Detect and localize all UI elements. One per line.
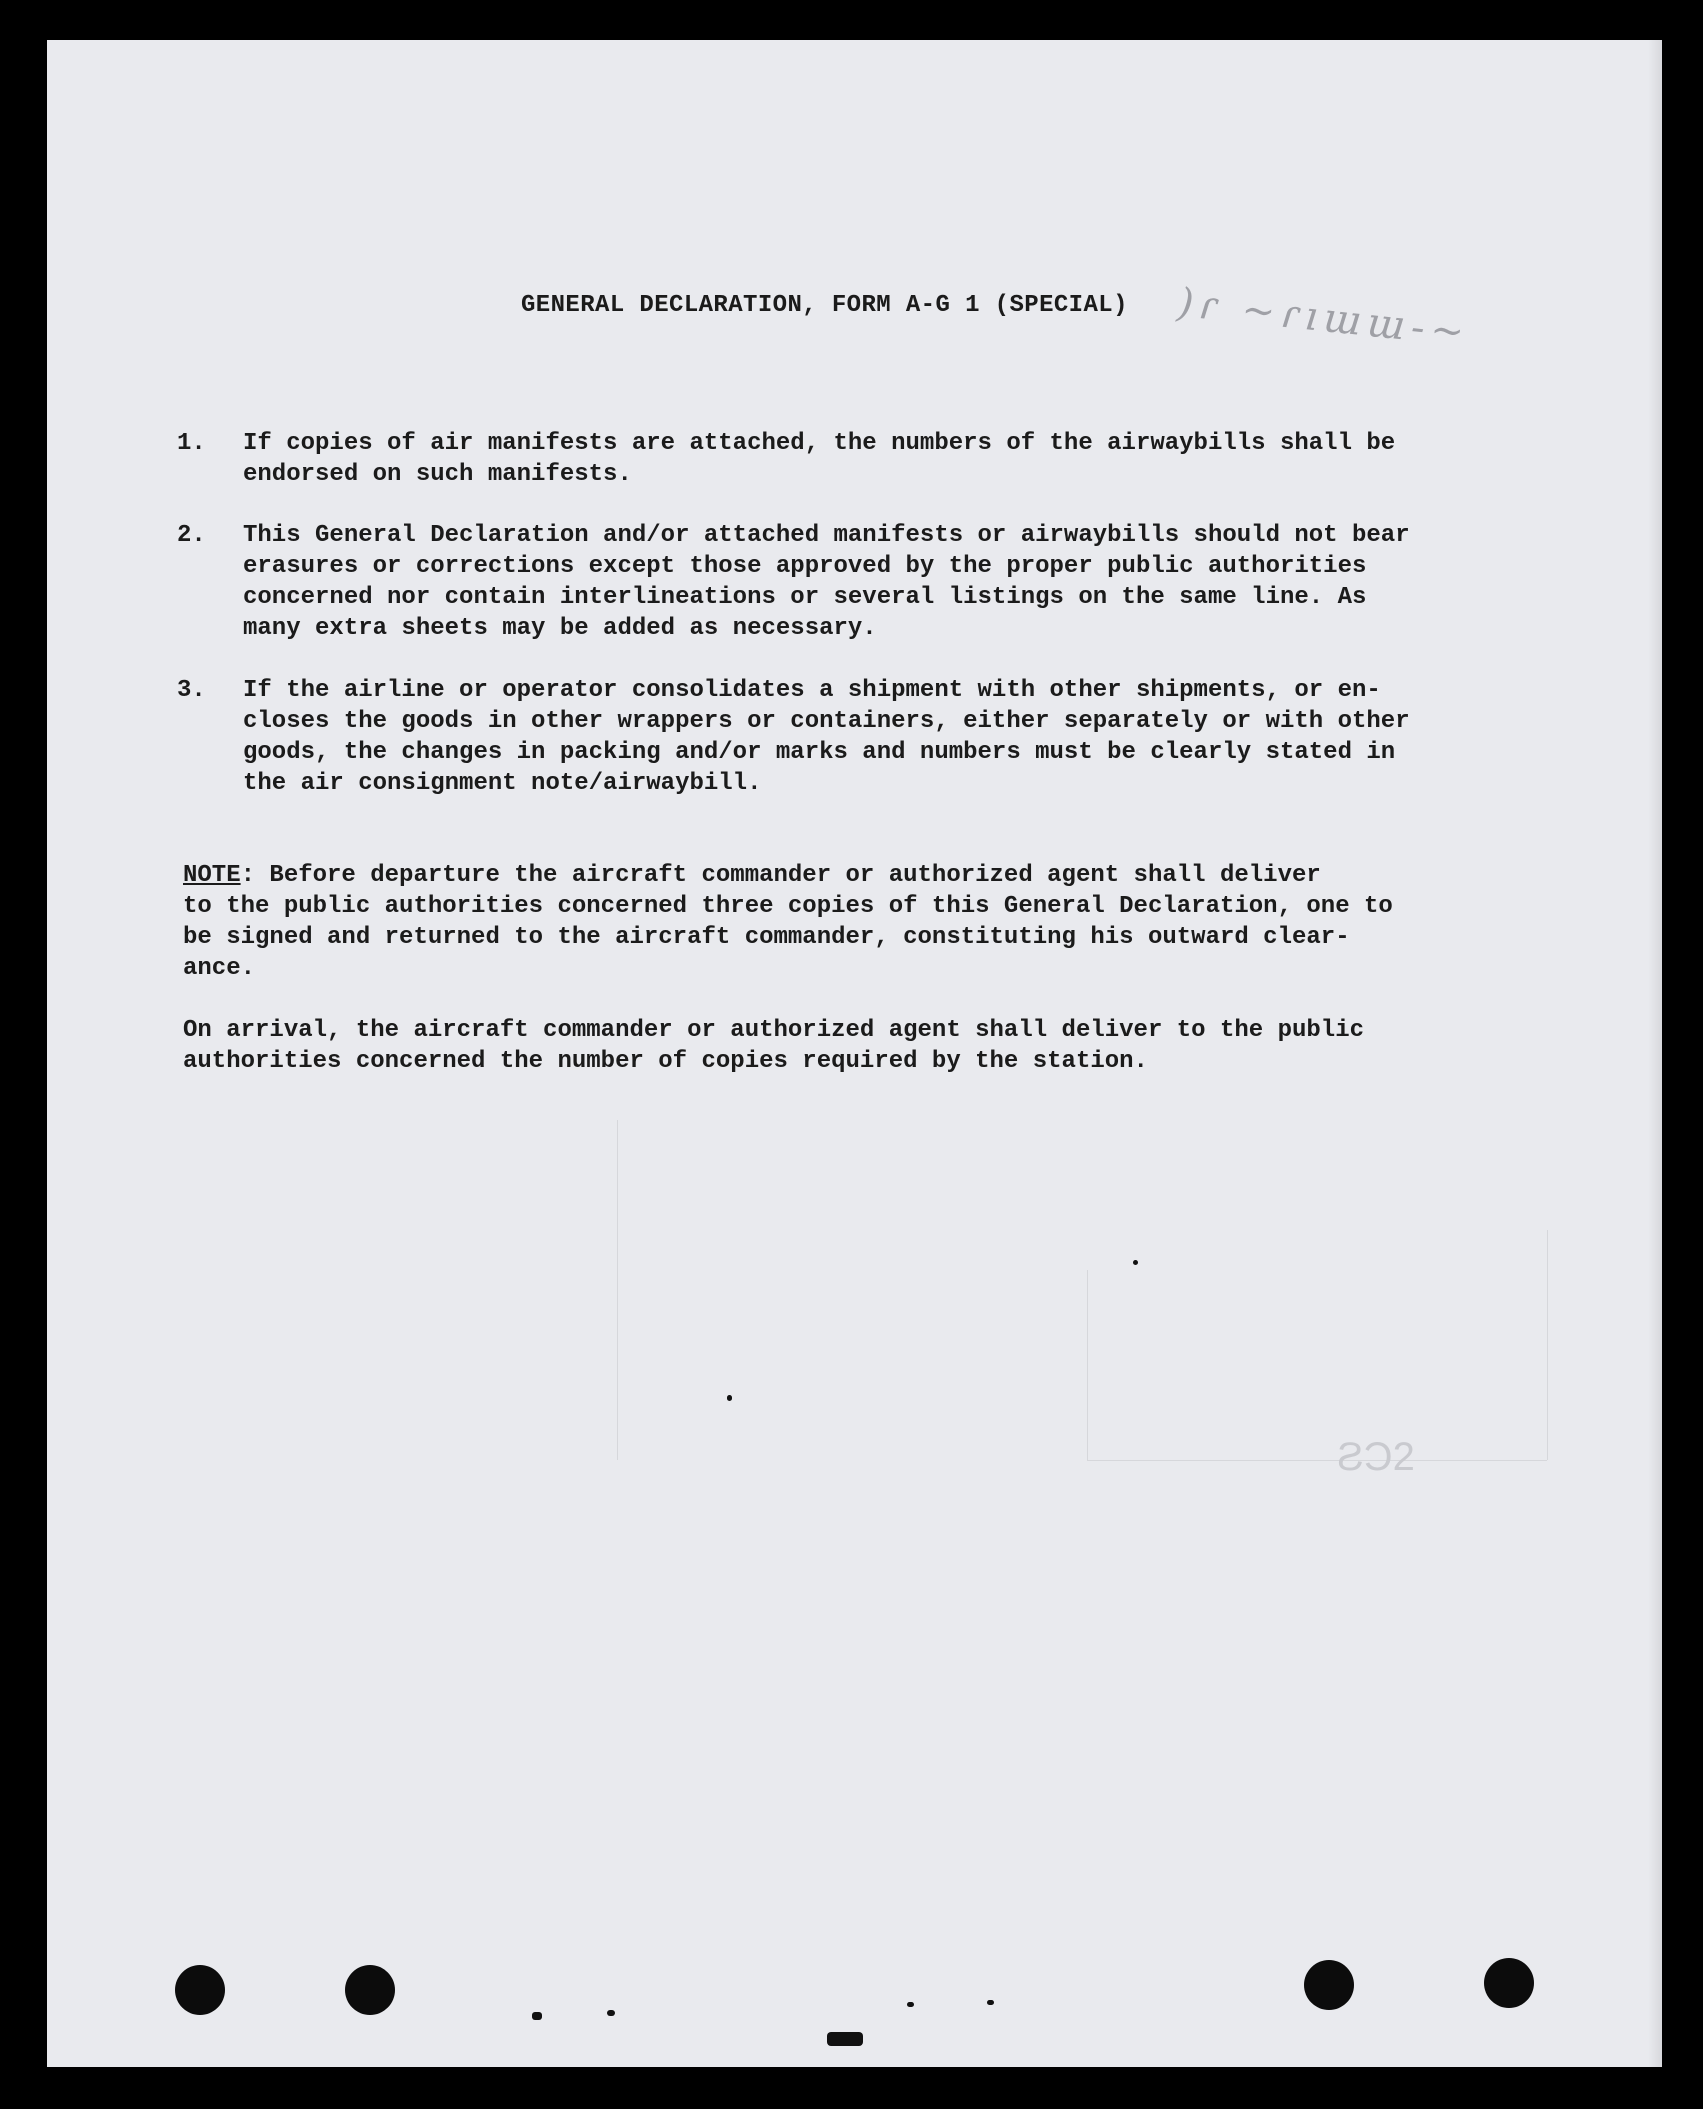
ink-speck <box>727 1395 732 1401</box>
note-paragraph <box>183 860 1583 984</box>
punch-hole <box>175 1965 225 2015</box>
item-text: If the airline or operator consolidates a shipment with other shipments, or en- closes the goods in other wrappers or containers, either separately or with other goods, the changes in packing and/or marks and numbers must be clearly stated in the air consignment note/airwaybill. <box>243 677 1410 797</box>
punch-hole <box>1484 1958 1534 2008</box>
bleed-through-line <box>1547 1230 1548 1460</box>
list-item <box>177 520 1577 644</box>
punch-hole <box>1304 1960 1354 2010</box>
item-number: 3. <box>177 677 206 704</box>
list-item <box>177 428 1577 490</box>
document-page <box>47 40 1662 2067</box>
ink-speck <box>987 2000 994 2005</box>
bleed-through-line <box>617 1120 618 1460</box>
item-text: This General Declaration and/or attached manifests or airwaybills should not bear erasures or corrections except those approved by the proper public authorities concerned nor contain interlineations or several listings on the same line. As many extra sheets may be added as necessary. <box>243 522 1410 642</box>
page-title: GENERAL DECLARATION, FORM A-G 1 (SPECIAL) <box>521 292 1128 319</box>
item-number: 1. <box>177 430 206 457</box>
note-label: NOTE <box>183 862 241 889</box>
bleed-through-mark: ƧƆ2 <box>1337 1435 1415 1479</box>
punch-hole <box>345 1965 395 2015</box>
ink-speck <box>827 2032 863 2046</box>
list-item <box>177 675 1577 799</box>
bleed-through-line <box>1087 1270 1088 1460</box>
ink-speck <box>1133 1260 1138 1265</box>
ink-speck <box>907 2002 914 2007</box>
arrival-paragraph: On arrival, the aircraft commander or authorized agent shall deliver to the public authorities concerned the number of copies required by the station. <box>183 1017 1364 1075</box>
item-text: If copies of air manifests are attached, the numbers of the airwaybills shall be endorsed on such manifests. <box>243 430 1396 488</box>
ink-speck <box>607 2010 615 2016</box>
handwritten-scribble: )ɾ ~ɾıɯɯ-~ <box>1175 279 1473 357</box>
bleed-through-line <box>1087 1460 1547 1461</box>
item-number: 2. <box>177 522 206 549</box>
note-text: : Before departure the aircraft commander or authorized agent shall deliver to the public authorities concerned three copies of this General Declaration, one to be signed and returned to the aircraft commander, constituting his outward clear- ance. <box>183 862 1393 982</box>
ink-speck <box>532 2012 542 2020</box>
